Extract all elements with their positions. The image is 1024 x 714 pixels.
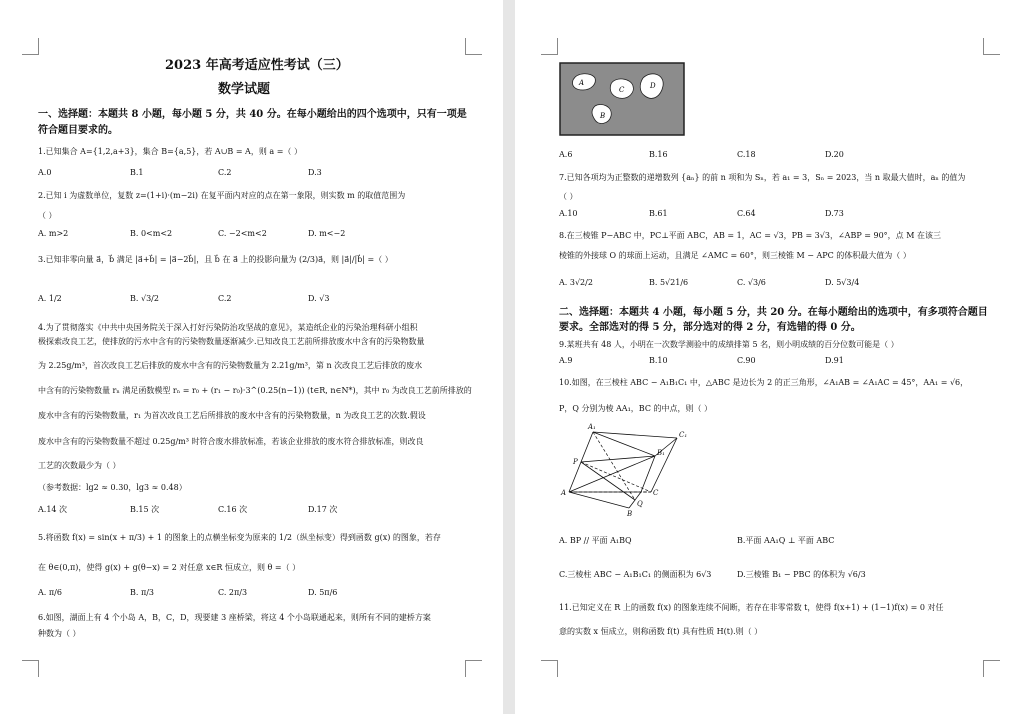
option: B. √3/2: [130, 294, 159, 303]
option: A.10: [559, 209, 578, 218]
question-11-text: 意的实数 x 恒成立，则称函数 f(t) 具有性质 H(t).则（ ）: [559, 627, 763, 636]
crop-mark: [541, 38, 558, 55]
label-b1: B₁: [657, 449, 665, 457]
question-7-text: （ ）: [559, 192, 578, 201]
option: D.20: [825, 150, 844, 159]
exam-subtitle: 数学试题: [218, 82, 271, 97]
label-a: A: [561, 489, 567, 497]
question-8-text: 棱锥的外接球 O 的球面上运动，且满足 ∠AMC = 60°，则三棱锥 M − APC 的体积最大值为（ ）: [559, 251, 911, 260]
question-9-text: 9.某班共有 48 人，小明在一次数学测验中的成绩排第 5 名，则小明成绩的百分位数可能是（ ）: [559, 340, 899, 349]
label-c: C: [653, 489, 659, 497]
option: C.2: [218, 294, 232, 303]
option: A. 1/2: [38, 294, 62, 303]
label-c1: C₁: [679, 431, 688, 439]
option: B.10: [649, 356, 668, 365]
option: D.73: [825, 209, 844, 218]
option: C.18: [737, 150, 756, 159]
option: A. m>2: [38, 229, 69, 238]
section-heading: 一、选择题：本题共 8 小题，每小题 5 分，共 40 分。在每小题给出的四个选项中，只有一项是: [38, 109, 467, 120]
question-4-text: 工艺的次数最少为（ ）: [38, 461, 121, 470]
section-heading: 要求。全部选对的得 5 分，部分选对的得 2 分，有选错的得 0 分。: [559, 322, 861, 333]
section-heading: 符合题目要求的。: [38, 125, 118, 136]
option: A.6: [559, 150, 573, 159]
question-4-text: 4.为了贯彻落实《中共中央国务院关于深入打好污染防治攻坚战的意见》，某造纸企业的污染治理科研小组积: [38, 323, 418, 332]
lake-islands-figure: [559, 62, 685, 136]
question-2-text: 2.已知 i 为虚数单位，复数 z=(1+i)·(m−2i) 在复平面内对应的点在第一象限，则实数 m 的取值范围为: [38, 191, 406, 200]
island-label-a: A: [579, 79, 585, 87]
question-4-text: 废水中含有的污染物数量，r₁ 为首次改良工艺后所排放的废水中含有的污染物数量，n 为改良工艺的次数.假设: [38, 411, 426, 420]
question-5-text: 5.将函数 f(x) = sin(x + π/3) + 1 的图象上的点横坐标变为原来的 1/2（纵坐标变）得到函数 g(x) 的图象，若存: [38, 533, 441, 542]
question-5-text: 在 θ∈(0,π)，使得 g(x) + g(θ−x) = 2 对任意 x∈R 恒成立，则 θ =（ ）: [38, 563, 301, 572]
island-label-b: B: [600, 112, 606, 120]
option: D.17 次: [308, 505, 338, 514]
option: D. √3: [308, 294, 330, 303]
label-b: B: [627, 510, 633, 518]
option: B.61: [649, 209, 668, 218]
section-heading: 二、选择题：本题共 4 小题，每小题 5 分，共 20 分。在每小题给出的选项中，有多项符合题目: [559, 307, 988, 318]
option: C.16 次: [218, 505, 248, 514]
crop-mark: [22, 38, 39, 55]
island-label-d: D: [650, 82, 656, 90]
option: C.64: [737, 209, 756, 218]
option: C. √3/6: [737, 278, 766, 287]
crop-mark: [983, 660, 1000, 677]
option: D.3: [308, 168, 322, 177]
question-4-text: 为 2.25g/m³，首次改良工艺后排放的废水中含有的污染物数量为 2.21g/m³，第 n 次改良工艺后排放的废水: [38, 361, 423, 370]
exam-title: 2023 年高考适应性考试（三）: [165, 58, 349, 73]
option: C. −2<m<2: [218, 229, 267, 238]
crop-mark: [541, 660, 558, 677]
left-page: [0, 0, 503, 714]
option: C. 2π/3: [218, 588, 248, 597]
option: D. m<−2: [308, 229, 346, 238]
option: B.平面 AA₁Q ⊥ 平面 ABC: [737, 536, 835, 545]
option: A.0: [38, 168, 52, 177]
option: A.9: [559, 356, 573, 365]
option: D.91: [825, 356, 844, 365]
crop-mark: [983, 38, 1000, 55]
option: B. π/3: [130, 588, 155, 597]
question-10-text: P，Q 分别为棱 AA₁，BC 的中点，则（ ）: [559, 404, 713, 413]
question-3-text: 3.已知非零向量 a⃗，b⃗ 满足 |a⃗+b⃗| = |a⃗−2b⃗|，且 b⃗ 在 a⃗ 上的投影向量为 (2/3)a⃗，则 |a⃗|/|b⃗| =（ ）: [38, 255, 393, 264]
crop-mark: [22, 660, 39, 677]
island-label-c: C: [619, 86, 625, 94]
label-p: P: [573, 458, 578, 466]
question-8-text: 8.在三棱锥 P−ABC 中，PC⊥平面 ABC，AB = 1，AC = √3，PB = 3√3，∠ABP = 90°，点 M 在该三: [559, 231, 941, 240]
question-2-text: （ ）: [38, 211, 57, 220]
question-11-text: 11.已知定义在 R 上的函数 f(x) 的图象连续不间断，若存在非零常数 t，使得 f(x+1) + (1−1)f(x) = 0 对任: [559, 603, 944, 612]
label-a1: A₁: [588, 423, 596, 431]
option: B. 5√21/6: [649, 278, 689, 287]
option: A. π/6: [38, 588, 62, 597]
option: C.90: [737, 356, 756, 365]
option: D. 5√3/4: [825, 278, 860, 287]
option: A. BP // 平面 A₁BQ: [559, 536, 632, 545]
question-7-text: 7.已知各项均为正整数的递增数列 {aₙ} 的前 n 项和为 Sₙ，若 a₁ = 3，Sₙ = 2023，当 n 取最大值时，aₙ 的值为: [559, 173, 966, 182]
question-10-text: 10.如图，在三棱柱 ABC − A₁B₁C₁ 中，△ABC 是边长为 2 的正三角形，∠A₁AB = ∠A₁AC = 45°，AA₁ = √6，: [559, 378, 969, 387]
question-6-text: 种数为（ ）: [38, 629, 81, 638]
reference-data: （参考数据：lg2 ≈ 0.30，lg3 ≈ 0.48）: [38, 483, 187, 492]
option: D. 5π/6: [308, 588, 338, 597]
option: B. 0<m<2: [130, 229, 173, 238]
option: D.三棱锥 B₁ − PBC 的体积为 √6/3: [737, 570, 866, 579]
crop-mark: [465, 660, 482, 677]
question-4-text: 中含有的污染物数量 rₙ 满足函数模型 rₙ = r₀ + (r₁ − r₀)·3^(0.25(n−1)) (t∈R, n∈N*)，其中 r₀ 为改良工艺前所排放的: [38, 386, 472, 395]
question-4-text: 极探索改良工艺，使排放的污水中含有的污染物数量逐渐减少.已知改良工艺前所排放废水中含有的污染物数量: [38, 337, 425, 346]
right-page: [515, 0, 1024, 714]
option: A.14 次: [38, 505, 68, 514]
option: B.1: [130, 168, 144, 177]
option: A. 3√2/2: [559, 278, 593, 287]
option: C.三棱柱 ABC − A₁B₁C₁ 的侧面积为 6√3: [559, 570, 712, 579]
option: B.16: [649, 150, 668, 159]
question-6-text: 6.如图，湖面上有 4 个小岛 A，B，C，D，现要建 3 座桥梁，将这 4 个小岛联通起来，则所有不同的建桥方案: [38, 613, 431, 622]
question-1-text: 1.已知集合 A={1,2,a+3}，集合 B={a,5}，若 A∪B = A，则 a =（ ）: [38, 147, 302, 156]
question-4-text: 废水中含有的污染物数量不超过 0.25g/m³ 时符合废水排放标准，若该企业排放的废水符合排放标准，则改良: [38, 437, 424, 446]
prism-figure: [555, 420, 715, 520]
option: C.2: [218, 168, 232, 177]
option: B.15 次: [130, 505, 160, 514]
crop-mark: [465, 38, 482, 55]
label-q: Q: [637, 500, 643, 508]
